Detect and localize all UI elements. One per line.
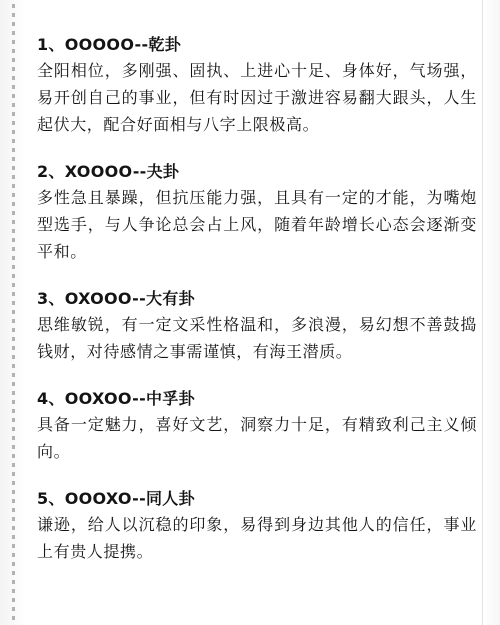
- section-heading: 1、OOOOO--乾卦: [37, 35, 182, 54]
- section-heading: 4、OOXOO--中孚卦: [37, 389, 195, 408]
- page-edge-line: [482, 0, 483, 625]
- section-qian: [37, 33, 477, 138]
- section-tongren: [37, 487, 477, 565]
- section-body: 全阳相位，多刚强、固执、上进心十足、身体好，气场强，易开创自己的事业，但有时因过于激进容易翻大跟头，人生起伏大，配合好面相与八字上限极高。: [37, 61, 477, 134]
- section-heading: 3、OXOOO--大有卦: [37, 289, 195, 308]
- section-zhongfu: [37, 387, 477, 465]
- section-heading: 2、XOOOO--夬卦: [37, 162, 180, 181]
- section-guai: [37, 160, 477, 265]
- section-heading: 5、OOOXO--同人卦: [37, 489, 195, 508]
- section-body: 谦逊，给人以沉稳的印象，易得到身边其他人的信任，事业上有贵人提携。: [37, 515, 477, 561]
- section-body: 思维敏锐，有一定文采性格温和，多浪漫，易幻想不善鼓捣钱财，对待感情之事需谨慎，有海王潜质。: [37, 315, 477, 361]
- document-content: [37, 33, 477, 565]
- binding-edge: [12, 4, 15, 621]
- section-body: 多性急且暴躁，但抗压能力强，且具有一定的才能，为嘴炮型选手，与人争论总会占上风，随着年龄增长心态会逐渐变平和。: [37, 188, 477, 261]
- section-dayou: [37, 287, 477, 365]
- section-body: 具备一定魅力，喜好文艺，洞察力十足，有精致利己主义倾向。: [37, 415, 477, 461]
